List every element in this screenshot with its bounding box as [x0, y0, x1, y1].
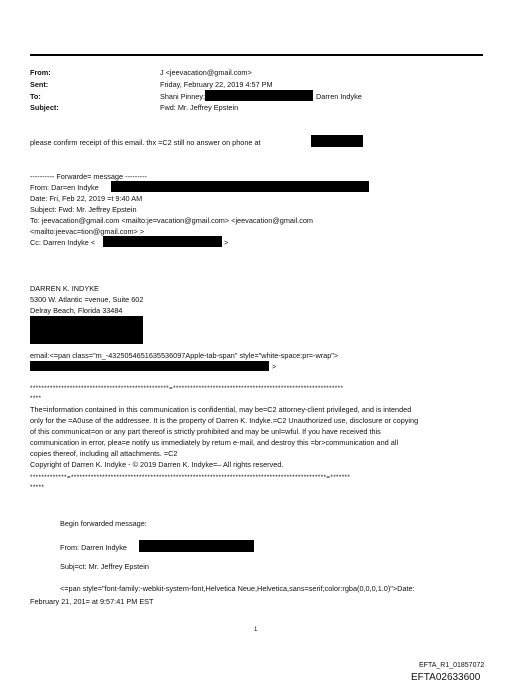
- inner-date: February 21, 201= at 9:57:41 PM EST: [30, 597, 154, 606]
- star-divider-bottom: *************=******************************************************************************************=*******: [30, 474, 351, 481]
- begin-forwarded: Begin forwarded message:: [60, 519, 147, 528]
- from-label: From:: [30, 68, 51, 77]
- copyright-line: Copyright of Darren K. Indyke - © 2019 Darren K. Indyke=– All rights reserved.: [30, 460, 284, 469]
- page-number: 1: [254, 627, 258, 633]
- redaction-fwd-from: [111, 181, 369, 192]
- header-rule: [30, 54, 483, 56]
- fwd-cc: Cc: Darren Indyke <: [30, 238, 96, 247]
- sent-value: Friday, February 22, 2019 4:57 PM: [160, 80, 273, 89]
- signature-name: DARREN K. INDYKE: [30, 284, 99, 293]
- subject-label: Subject:: [30, 103, 59, 112]
- star-divider-bottom-cont: *****: [30, 484, 45, 491]
- redaction-email: [30, 361, 269, 371]
- redaction-phone: [311, 135, 363, 147]
- bates-number-1: EFTA_R1_01857072: [419, 662, 485, 669]
- to-label: To:: [30, 92, 41, 101]
- fwd-to-line-2: <mailto:jeevac=tion@gmail.com> >: [30, 227, 145, 236]
- confidentiality-line-5: copies thereof, including all attachments. =C2: [30, 449, 178, 458]
- inner-from: From: Darren Indyke: [60, 543, 127, 552]
- star-divider-top-cont: ****: [30, 395, 42, 402]
- from-value: J <jeevacation@gmail.com>: [160, 68, 252, 77]
- signature-address-1: 5300 W. Atlantic =venue, Suite 602: [30, 295, 144, 304]
- inner-subject: Subj=ct: Mr. Jeffrey Epstein: [60, 562, 149, 571]
- fwd-from: From: Dar=en Indyke: [30, 183, 99, 192]
- confidentiality-line-2: only for the =A0use of the addressee. It is the property of Darren K. Indyke.=C2 Unauthorized use, disclosure or copying: [30, 416, 419, 425]
- email-span-close: >: [272, 362, 277, 371]
- fwd-cc-close: >: [224, 238, 229, 247]
- subject-value: Fwd: Mr. Jeffrey Epstein: [160, 103, 239, 112]
- request-line: please confirm receipt of this email. thx =C2 still no answer on phone at: [30, 138, 261, 147]
- to-value-1: Shani Pinney;: [160, 92, 206, 101]
- redaction-cc: [103, 236, 222, 247]
- email-span-line: email:<=pan class="m_-4325054651635536097Apple-tab-span" style="white-space:pr=-wrap">: [30, 351, 339, 360]
- redaction-signature-phone: [30, 316, 143, 344]
- confidentiality-line-4: communication in error, plea=e notify us immediately by return e-mail, and destroy this =br>communication and all: [30, 438, 399, 447]
- fwd-to-line-1: To: jeevacation@gmail.com <mailto:je=vacation@gmail.com> <jeevacation@gmail.com: [30, 216, 314, 225]
- to-value-2: Darren Indyke: [316, 92, 362, 101]
- signature-address-2: Delray Beach, Florida 33484: [30, 306, 123, 315]
- confidentiality-line-3: of this communicat=on or any part thereof is strictly prohibited and may be unl=wful. If you have received this: [30, 427, 381, 436]
- sent-label: Sent:: [30, 80, 49, 89]
- confidentiality-line-1: The=information contained in this communication is confidential, may be=C2 attorney-client privileged, and is intended: [30, 405, 412, 414]
- star-divider-top: *************************************************=************************************************************: [30, 385, 344, 392]
- redaction-to: [205, 90, 313, 101]
- fwd-date: Date: Fri, Feb 22, 2019 =t 9:40 AM: [30, 194, 143, 203]
- redaction-inner-from: [139, 540, 254, 552]
- bates-number-2: EFTA02633600: [411, 672, 481, 683]
- inner-span-date: <=pan style="font-family:-webkit-system-font,Helvetica Neue,Helvetica,sans=serif;color:rgba(0,0,0,1.0)">Date:: [60, 584, 415, 593]
- fwd-subject: Subject: Fwd: Mr. Jeffrey Epstein: [30, 205, 137, 214]
- forward-marker: ---------- Forwarde= message ---------: [30, 172, 147, 181]
